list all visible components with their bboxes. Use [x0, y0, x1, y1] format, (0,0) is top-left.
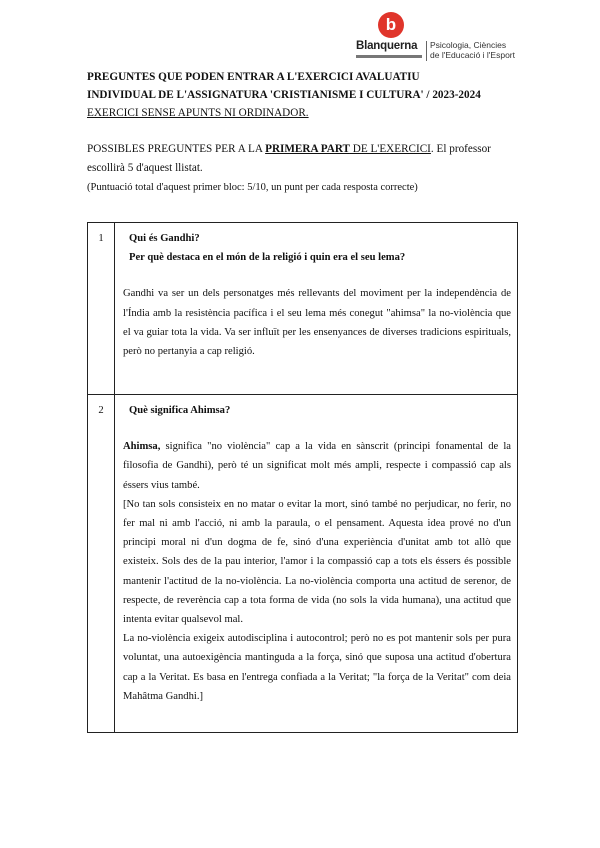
document-title: [87, 68, 481, 122]
question-number: 2: [88, 395, 115, 733]
logo-faculty: [430, 40, 515, 60]
intro-pre: POSSIBLES PREGUNTES PER A LA: [87, 143, 266, 155]
intro-tail: . El professor escollirà 5 d'aquest llistat.: [87, 143, 491, 174]
logo-faculty-line2: de l'Educació i l'Esport: [430, 50, 515, 60]
question-title: Què significa Ahimsa?: [129, 405, 231, 416]
question-answer: significa "no violència" cap a la vida en sànscrit (principi fonamental de la filosofia de Gandhi), però té un significat molt més ampli, respecte i compassió cap als éssers vius també.: [123, 441, 511, 491]
blanquerna-logo: [356, 12, 556, 62]
title-line1: PREGUNTES QUE PODEN ENTRAR A L'EXERCICI AVALUATIU: [87, 71, 420, 83]
answer-paragraph-2: [No tan sols consisteix en no matar o evitar la mort, sinó també no perjudicar, no ferir, no fer mal ni amb l'acció, ni amb la paraula, o el pensament. Aquesta idea prové no d'un principi moral ni d'un dogma de fe, sinó d'una experiència d'unitat amb tot allò que existeix. Sols des de la pau interior, l'amor i la compassió cap a tots els éssers és possible mantenir l'actitud de la no-violència. La no-violència comporta una actitud de serenor, de respecte, de reverència cap a tota forma de vida (no sols la vida humana), una actitud que intenta evitar qualsevol mal.: [123, 498, 511, 626]
question-answer: Gandhi va ser un dels personatges més rellevants del moviment per la independència de l'Índia amb la resistència pacífica i el seu lema més conegut "ahimsa" la no-violència que el va guiar tota la vida. Va ser influït per les ensenyances de diverses tradicions espirituals, però no pertanyia a cap religió.: [123, 288, 511, 358]
intro-post: DE L'EXERCICI: [349, 143, 431, 155]
answer-paragraph-3: La no-violència exigeix autodisciplina i autocontrol; però no es pot mantenir sols per pura voluntat, una autoexigència mantinguda a la força, sinó que suposa una actitud d'obertura cap a la Veritat. Es basa en l'entrega confiada a la Veritat; "la força de la Veritat" com deia Mahâtma Gandhi.]: [123, 633, 511, 702]
logo-faculty-line1: Psicologia, Ciències: [430, 40, 507, 50]
intro-bold: PRIMERA PART: [265, 143, 350, 155]
logo-underline: [356, 55, 422, 58]
logo-mark-icon: b: [378, 12, 404, 38]
question-cell: [115, 223, 518, 395]
question-cell: [115, 395, 518, 733]
question-title: Qui és Gandhi?: [129, 233, 200, 244]
table-row: [88, 223, 518, 395]
title-line3: EXERCICI SENSE APUNTS NI ORDINADOR.: [87, 107, 309, 119]
question-number: 1: [88, 223, 115, 395]
logo-name: Blanquerna: [356, 40, 418, 52]
answer-keyword: Ahimsa,: [123, 441, 161, 453]
title-line2: INDIVIDUAL DE L'ASSIGNATURA 'CRISTIANISME I CULTURA' / 2023-2024: [87, 89, 481, 101]
table-row: [88, 395, 518, 733]
questions-table: [87, 222, 518, 733]
logo-divider: [426, 41, 427, 61]
intro-score: (Puntuació total d'aquest primer bloc: 5/10, un punt per cada resposta correcte): [87, 182, 418, 193]
question-subtitle: Per què destaca en el món de la religió i quin era el seu lema?: [129, 252, 406, 264]
intro-text: [87, 140, 507, 197]
